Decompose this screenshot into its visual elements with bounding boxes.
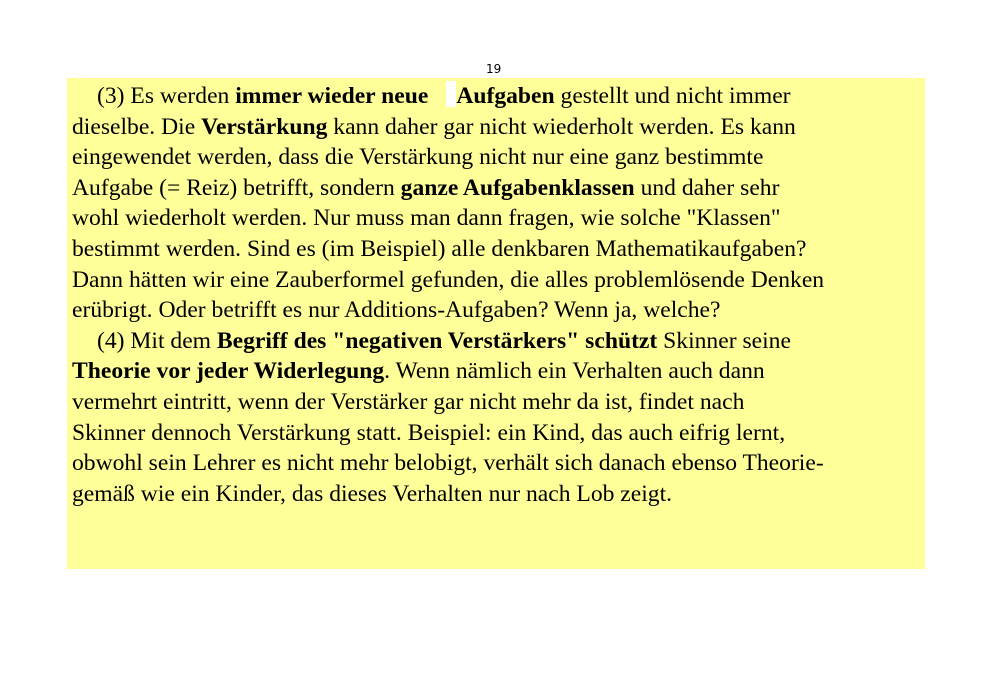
text-line: gemäß wie ein Kinder, das dieses Verhalten nur nach Lob zeigt. — [72, 480, 673, 507]
text-run: Skinner seine — [657, 327, 791, 354]
text-line: bestimmt werden. Sind es (im Beispiel) alle denkbaren Mathematikaufgaben? — [72, 235, 807, 262]
text-line: eingewendet werden, dass die Verstärkung nicht nur eine ganz bestimmte — [72, 144, 764, 171]
bold-phrase: Theorie vor jeder Widerlegung — [72, 358, 385, 385]
text-run: gestellt und nicht immer — [554, 83, 791, 109]
bold-phrase: immer wieder neue — [235, 83, 429, 109]
text-run: Aufgabe (= Reiz) betrifft, sondern — [72, 174, 401, 201]
text-run: (4) Mit dem — [97, 327, 217, 354]
text-run: (3) Es werden — [97, 83, 236, 109]
text-line: Dann hätten wir eine Zauberformel gefunden, die alles problemlösende Denken — [72, 266, 825, 293]
paragraph-4 — [72, 326, 921, 510]
text-line: obwohl sein Lehrer es nicht mehr belobigt, verhält sich danach ebenso Theorie- — [72, 450, 824, 477]
bold-phrase: Aufgaben — [456, 83, 555, 109]
page-number: 19 — [486, 62, 502, 76]
text-line — [72, 81, 921, 112]
text-line: vermehrt eintritt, wenn der Verstärker gar nicht mehr da ist, findet nach — [72, 388, 745, 415]
text-line: Skinner dennoch Verstärkung statt. Beispiel: ein Kind, das auch eifrig lernt, — [72, 419, 786, 446]
bold-phrase: Verstärkung — [201, 113, 328, 140]
bold-phrase: ganze Aufgabenklassen — [400, 174, 635, 201]
text-run: und daher sehr — [634, 174, 780, 201]
text-line: erübrigt. Oder betrifft es nur Additions-Aufgaben? Wenn ja, welche? — [72, 297, 721, 324]
text-gap-marker — [428, 83, 456, 107]
text-line — [72, 112, 921, 143]
text-run: dieselbe. Die — [72, 113, 202, 140]
text-line — [72, 173, 921, 204]
text-run: . Wenn nämlich ein Verhalten auch dann — [384, 358, 765, 385]
paragraph-3 — [72, 81, 921, 326]
highlighted-text-box — [67, 78, 925, 569]
text-line — [72, 356, 921, 387]
text-run: kann daher gar nicht wiederholt werden. Es kann — [327, 113, 796, 140]
text-line — [72, 326, 921, 357]
bold-phrase: Begriff des "negativen Verstärkers" schützt — [216, 327, 658, 354]
text-line: wohl wiederholt werden. Nur muss man dann fragen, wie solche "Klassen" — [72, 205, 781, 232]
